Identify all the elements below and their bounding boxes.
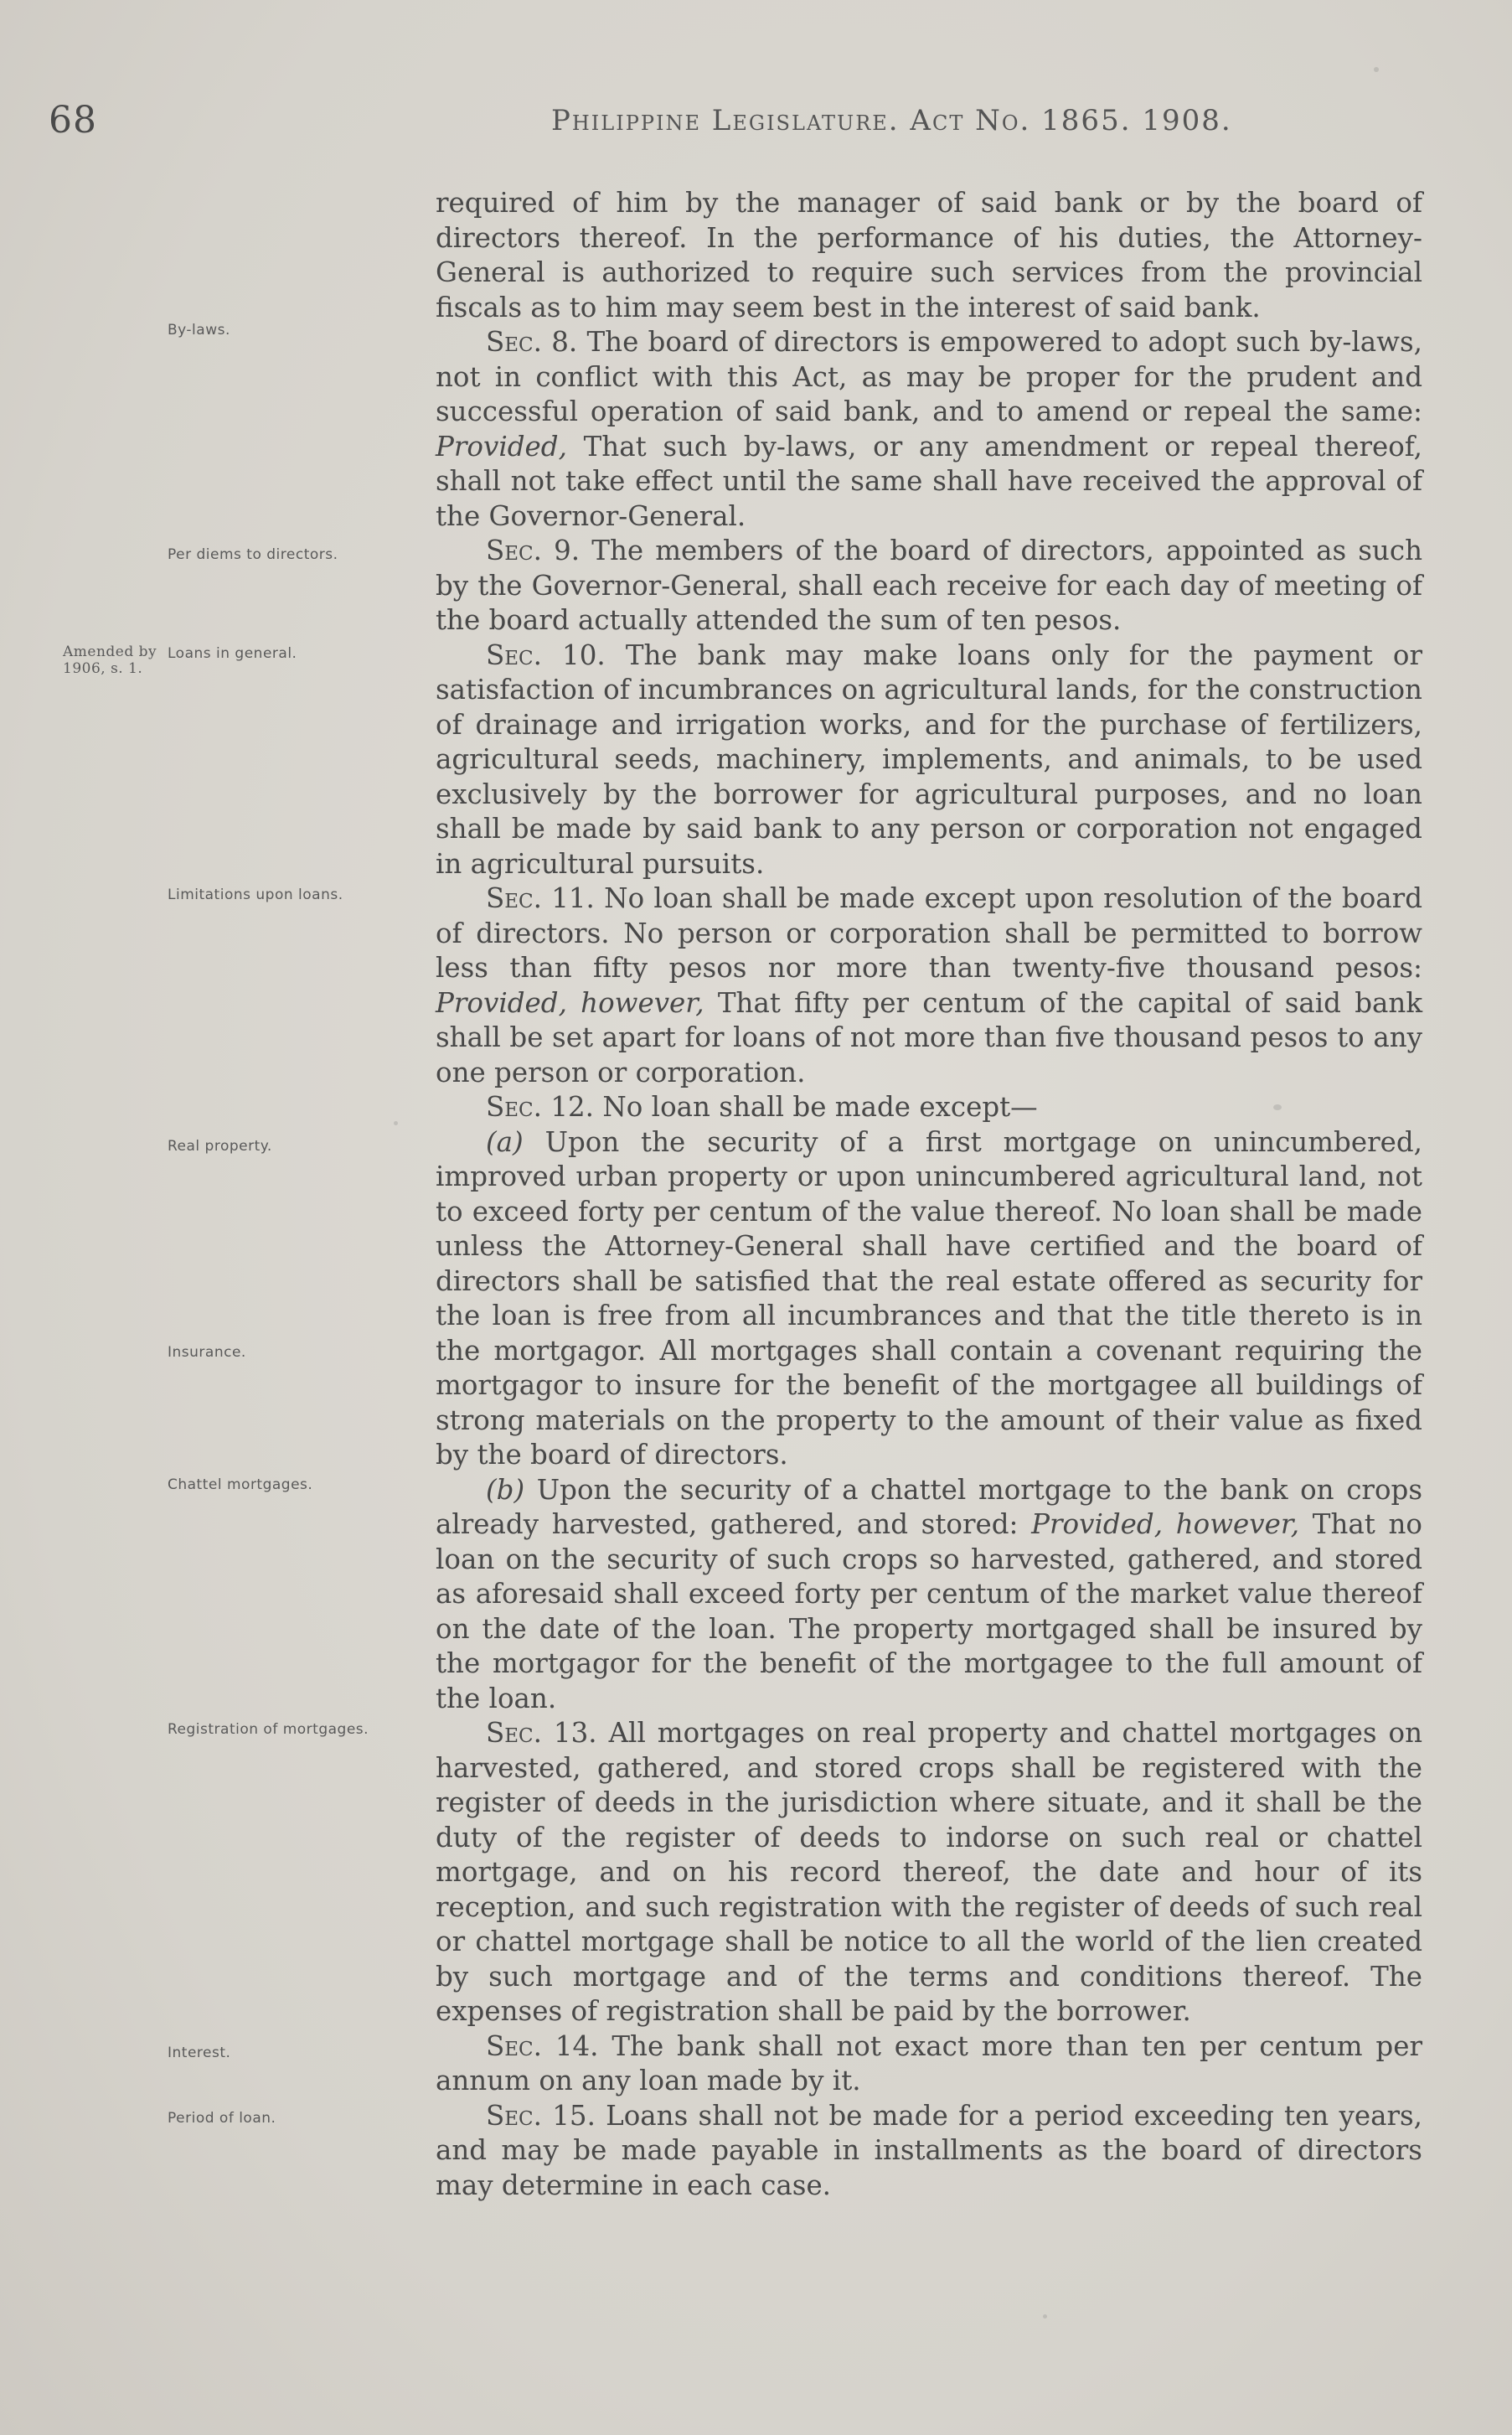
marginal-note-registration: Registration of mortgages. bbox=[168, 1721, 369, 1738]
section-text: The bank may make loans only for the payment or satisfaction of incumbrances on agricultural lands, for the construction of drainage and irrigation works, and for the purchase of fertilizers, agricultural seeds, machinery, implements, and animals, to be used exclusively by the borrower for agricultural purposes, and no loan shall be made by said bank to any person or corporation not engaged in agricultural pursuits. bbox=[436, 638, 1423, 880]
section-label: Sec. 10. bbox=[486, 638, 606, 671]
section-label: Sec. 15. bbox=[486, 2099, 596, 2132]
section-text: No loan shall be made except— bbox=[602, 1091, 1038, 1123]
paragraph-continuation bbox=[436, 186, 1422, 325]
section-label: Sec. 14. bbox=[486, 2029, 599, 2062]
section-11 bbox=[436, 881, 1422, 1090]
section-label: Sec. 9. bbox=[486, 535, 581, 566]
section-text: The bank shall not exact more than ten per centum per annum on any loan made by it. bbox=[436, 2029, 1422, 2096]
marginal-note-limitations: Limitations upon loans. bbox=[168, 887, 343, 903]
marginal-notes bbox=[0, 0, 436, 2435]
section-label: Sec. 12. bbox=[486, 1091, 594, 1123]
section-text: The board of directors is empowered to adopt such by-laws, not in conflict with this Act, as may be proper for the prudent and successful operation of said bank, and to amend or repeal the same: bbox=[436, 326, 1422, 427]
section-9 bbox=[436, 534, 1422, 638]
paper-speck bbox=[1043, 2314, 1047, 2319]
section-13 bbox=[436, 1716, 1422, 2029]
section-8 bbox=[436, 325, 1422, 534]
marginal-note-loans-general: Loans in general. bbox=[168, 645, 297, 662]
marginal-note-chattel: Chattel mortgages. bbox=[168, 1476, 313, 1493]
section-text: The members of the board of directors, appointed as such by the Governor-General, shall each receive for each day of meeting of the board actually attended the sum of ten pesos. bbox=[436, 535, 1422, 636]
section-label: Sec. 13. bbox=[486, 1717, 597, 1749]
section-text: No loan shall be made except upon resolution of the board of directors. No person or corporation shall be permitted to borrow less than fifty pesos nor more than twenty-five thousand pesos: bbox=[436, 882, 1422, 984]
proviso: Provided, bbox=[436, 430, 567, 463]
clause-text: Upon the security of a first mortgage on unincumbered, improved urban property or upon unincumbered agricultural land, not to exceed forty per centum of the value thereof. No loan shall be made unless the Attorney-General shall have certified and the board of directors shall be satisfied that the real estate offered as security for the loan is free from all incumbrances and that the title thereto is in the mortgagor. All mortgages shall contain a covenant requiring the mortgagor to insure for the benefit of the mortgagee all buildings of strong materials on the property to the amount of their value as fixed by the board of directors. bbox=[436, 1125, 1422, 1471]
marginal-note-per-diems: Per diems to directors. bbox=[168, 546, 338, 563]
page-number: 68 bbox=[49, 99, 97, 142]
clause-text: That no loan on the security of such crops so harvested, gathered, and stored as aforesaid shall exceed forty per centum of the market value thereof on the date of the loan. The property mortgaged shall be insured by the mortgagor for the benefit of the mortgagee to the full amount of the loan. bbox=[436, 1508, 1422, 1714]
section-text: That such by-laws, or any amendment or repeal thereof, shall not take effect until the same shall have received the approval of the Governor-General. bbox=[436, 430, 1422, 532]
section-12-a bbox=[436, 1125, 1422, 1473]
section-label: Sec. 8. bbox=[486, 326, 578, 358]
marginal-note-insurance: Insurance. bbox=[168, 1344, 246, 1361]
marginal-note-real-property: Real property. bbox=[168, 1138, 272, 1155]
paper-speck bbox=[1273, 1104, 1282, 1110]
section-text: Loans shall not be made for a period exceeding ten years, and may be made payable in installments as the board of directors may determine in each case. bbox=[436, 2099, 1422, 2201]
marginal-note-interest: Interest. bbox=[168, 2045, 231, 2061]
marginal-note-amended: Amended by 1906, s. 1. bbox=[63, 644, 157, 677]
clause-text: Upon the security of a chattel mortgage to the bank on crops already harvested, gathered, and stored: bbox=[436, 1473, 1422, 1540]
section-15 bbox=[436, 2099, 1422, 2204]
paper-speck bbox=[394, 1121, 398, 1125]
proviso: Provided, however, bbox=[1031, 1508, 1300, 1540]
marginal-note-bylaws: By-laws. bbox=[168, 322, 230, 339]
section-text: All mortgages on real property and chattel mortgages on harvested, gathered, and stored crops shall be registered with the register of deeds in the jurisdiction where situate, and it shall be the duty of the register of deeds to indorse on such real or chattel mortgage, and on his record thereof, the date and hour of its reception, and such registration with the register of deeds of such real or chattel mortgage shall be notice to all the world of the lien created by such mortgage and of the terms and conditions thereof. The expenses of registration shall be paid by the borrower. bbox=[436, 1717, 1422, 2027]
section-12-b bbox=[436, 1473, 1422, 1717]
body-text bbox=[436, 186, 1422, 2203]
running-head-title: Philippine Legislature. Act No. 1865. 1908. bbox=[551, 104, 1232, 137]
paragraph-text: required of him by the manager of said bank or by the board of directors thereof. In the performance of his duties, the Attorney-General is authorized to require such services from the provincial fiscals as to him may seem best in the interest of said bank. bbox=[436, 187, 1422, 323]
clause-label: (b) bbox=[486, 1473, 525, 1506]
proviso: Provided, however, bbox=[436, 986, 704, 1019]
section-text: That fifty per centum of the capital of said bank shall be set apart for loans of not more than five thousand pesos to any one person or corporation. bbox=[436, 986, 1423, 1088]
section-label: Sec. 11. bbox=[486, 882, 595, 914]
section-10 bbox=[436, 638, 1422, 882]
clause-label: (a) bbox=[486, 1125, 524, 1158]
section-14 bbox=[436, 2029, 1422, 2099]
paper-speck bbox=[1374, 67, 1379, 72]
marginal-note-period: Period of loan. bbox=[168, 2110, 276, 2127]
